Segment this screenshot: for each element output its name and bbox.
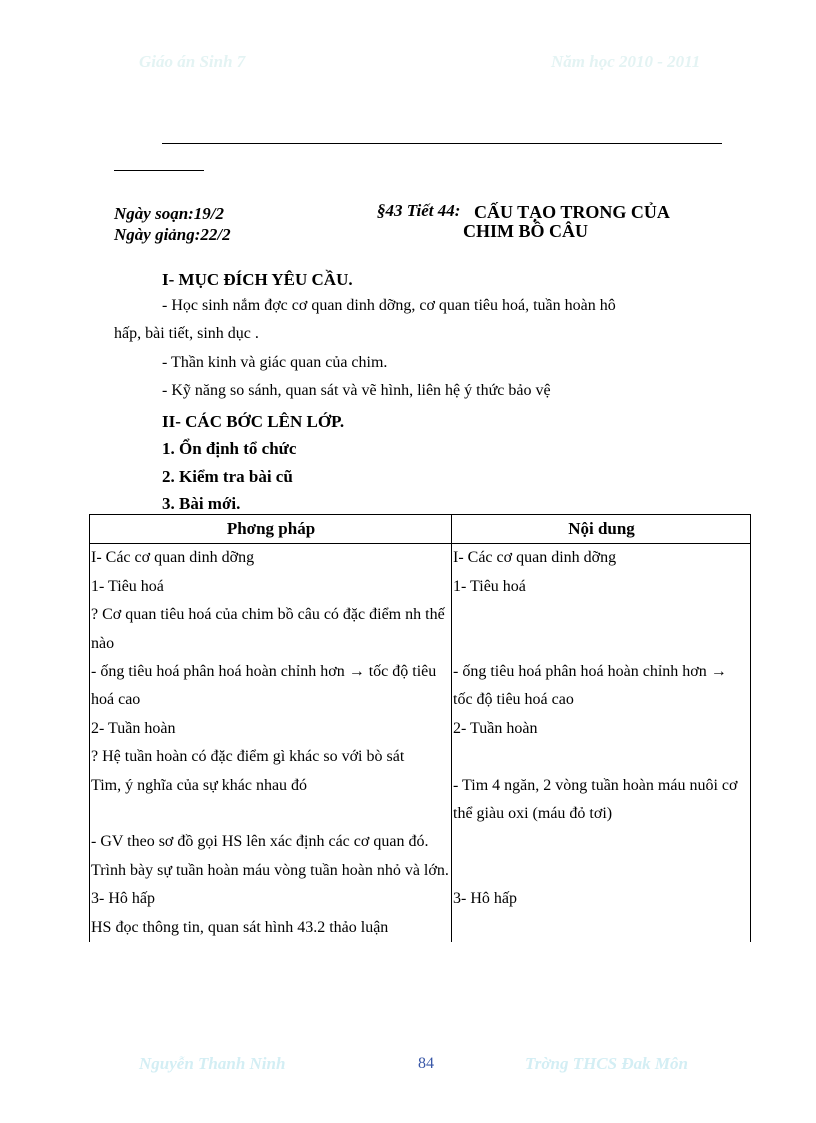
content-cell: - ống tiêu hoá phân hoá hoàn chỉnh hơn → tốc độ tiêu hoá cao [452, 658, 751, 715]
lesson-plan-table [89, 514, 751, 942]
method-cell: ? Hệ tuần hoàn có đặc điểm gì khác so với bò sát [90, 743, 452, 771]
table-row [90, 573, 751, 601]
method-cell: ? Cơ quan tiêu hoá của chim bồ câu có đặc điểm nh thế nào [90, 601, 452, 658]
step-review: 2. Kiểm tra bài cũ [162, 467, 293, 486]
table-row [90, 885, 751, 913]
header-school-year: Năm học 2010 - 2011 [551, 52, 701, 71]
objective-2: - Thần kinh và giác quan của chim. [162, 354, 388, 371]
method-cell: Trình bày sự tuần hoàn máu vòng tuần hoàn nhỏ và lớn. [90, 857, 452, 885]
table-row [90, 772, 751, 829]
content-cell: - Tim 4 ngăn, 2 vòng tuần hoàn máu nuôi cơ thể giàu oxi (máu đỏ tơi) [452, 772, 751, 829]
header-rule [162, 143, 722, 144]
table-row [90, 715, 751, 743]
column-header-method: Phơng pháp [90, 515, 452, 544]
content-cell: 2- Tuần hoàn [452, 715, 751, 743]
lesson-number: §43 Tiết 44: [377, 201, 461, 220]
method-cell: 1- Tiêu hoá [90, 573, 452, 601]
footer-author: Nguyễn Thanh Ninh [139, 1054, 286, 1073]
footer-school: Trờng THCS Đak Môn [525, 1054, 688, 1073]
step-new-lesson: 3. Bài mới. [162, 494, 241, 513]
step-organization: 1. Ổn định tổ chức [162, 439, 297, 458]
lesson-title-line2: CHIM BỒ CÂU [463, 221, 588, 241]
method-cell: 2- Tuần hoàn [90, 715, 452, 743]
short-rule [114, 170, 204, 171]
objective-1: - Học sinh nắm đợc cơ quan dinh dỡng, cơ quan tiêu hoá, tuần hoàn hô [162, 297, 616, 314]
objective-1-continued: hấp, bài tiết, sinh dục . [114, 325, 259, 342]
table-row [90, 857, 751, 885]
section-objectives-heading: I- MỤC ĐÍCH YÊU CẦU. [162, 270, 353, 289]
section-procedure-heading: II- CÁC BỚC LÊN LỚP. [162, 412, 345, 431]
table-row [90, 828, 751, 856]
header-subject: Giáo án Sinh 7 [139, 52, 246, 71]
table-row [90, 658, 751, 715]
column-header-content: Nội dung [452, 515, 751, 544]
content-cell: 1- Tiêu hoá [452, 573, 751, 601]
page-number: 84 [418, 1055, 434, 1072]
content-cell [452, 857, 751, 885]
table-row [90, 544, 751, 573]
method-cell: I- Các cơ quan dinh dỡng [90, 544, 452, 573]
content-cell [452, 914, 751, 942]
teach-date: Ngày giảng:22/2 [114, 225, 231, 244]
content-cell [452, 743, 751, 771]
content-cell [452, 601, 751, 658]
method-cell: 3- Hô hấp [90, 885, 452, 913]
method-cell: - ống tiêu hoá phân hoá hoàn chỉnh hơn → tốc độ tiêu hoá cao [90, 658, 452, 715]
table-header-row [90, 515, 751, 544]
prep-date: Ngày soạn:19/2 [114, 204, 225, 223]
content-cell: I- Các cơ quan dinh dỡng [452, 544, 751, 573]
method-cell: HS đọc thông tin, quan sát hình 43.2 thảo luận [90, 914, 452, 942]
content-cell: 3- Hô hấp [452, 885, 751, 913]
method-cell: Tim, ý nghĩa của sự khác nhau đó [90, 772, 452, 829]
table-row [90, 601, 751, 658]
lesson-title-line1: CẤU TẠO TRONG CỦA [474, 202, 670, 222]
table-row [90, 743, 751, 771]
content-cell [452, 828, 751, 856]
objective-3: - Kỹ năng so sánh, quan sát và vẽ hình, liên hệ ý thức bảo vệ [162, 382, 551, 399]
method-cell: - GV theo sơ đồ gọi HS lên xác định các cơ quan đó. [90, 828, 452, 856]
table-row [90, 914, 751, 942]
